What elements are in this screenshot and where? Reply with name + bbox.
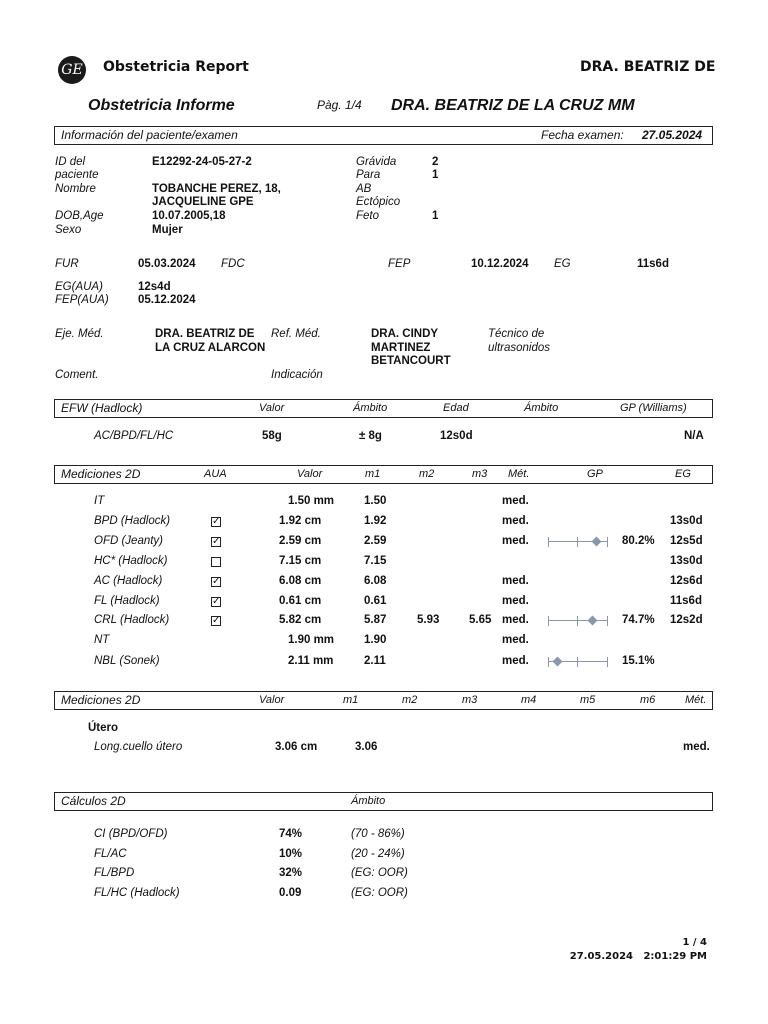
gp-percentile-marker [588,616,598,626]
patient-id: E12292-24-05-27-2 [152,156,252,168]
row-valor: 2.11 mm [288,655,334,667]
gravida-value: 2 [432,156,439,168]
calc-label: FL/BPD [94,867,135,879]
doctor-top: DRA. BEATRIZ DE [580,59,716,75]
row-valor: 6.08 cm [279,575,322,587]
calc-value: 0.09 [279,887,302,899]
row-m1: 5.87 [364,614,387,626]
report-title: Obstetricia Report [103,59,249,75]
row-valor: 1.50 mm [288,495,335,507]
aua-checkbox-checked[interactable]: ✓ [212,615,221,626]
row-met: med. [502,655,529,667]
med2d-b-title: Mediciones 2D [61,693,141,707]
row-eg: 13s0d [670,515,703,527]
id-label-2: paciente [55,169,99,181]
calc-range: (70 - 86%) [351,828,405,840]
ref-label: Ref. Méd. [271,328,321,340]
patient-name-2: JACQUELINE GPE [152,196,254,208]
row-m3: 5.65 [469,614,492,626]
med2d-b-col-m5: m5 [580,694,596,706]
cervix-valor: 3.06 cm [275,741,318,753]
calc-range: (EG: OOR) [351,887,408,899]
eg-aua-label: EG(AUA) [55,281,103,293]
med2d-b-col-valor: Valor [259,694,285,706]
row-eg: 13s0d [670,555,703,567]
gravida-label: Grávida [356,156,397,168]
fep-aua-label: FEP(AUA) [55,294,109,306]
row-label: NBL (Sonek) [94,655,160,667]
med2d-title: Mediciones 2D [61,467,141,481]
aua-checkbox-checked[interactable]: ✓ [212,536,221,547]
feto-label: Feto [356,210,380,222]
gp-percentile-marker [552,657,562,667]
row-label: AC (Hadlock) [94,575,163,587]
cervix-met: med. [683,741,710,753]
para-label: Para [356,169,381,181]
calc-label: CI (BPD/OFD) [94,828,168,840]
med2d-b-col-m4: m4 [521,694,537,706]
row-m1: 0.61 [364,595,387,607]
med2d-col-gp: GP [587,468,603,480]
calc-label: FL/HC (Hadlock) [94,887,180,899]
name-label: Nombre [55,183,96,195]
med2d-b-col-m1: m1 [343,694,359,706]
ref-value-2: MARTINEZ [371,342,431,354]
efw-col-edad: Edad [443,402,469,414]
efw-row-label: AC/BPD/FL/HC [94,430,174,442]
eg-aua-value: 12s4d [138,281,171,293]
eg-value: 11s6d [637,258,669,270]
row-m1: 1.90 [364,634,387,646]
patient-section-title: Información del paciente/examen [61,128,238,142]
sex-value: Mujer [152,224,183,236]
sex-label: Sexo [55,224,82,236]
footer-datetime: 27.05.2024 2:01:29 PM [569,951,707,962]
row-eg: 12s6d [670,575,703,587]
calc-value: 10% [279,848,303,860]
row-label: NT [94,634,110,646]
row-valor: 5.82 cm [279,614,322,626]
dob-label: DOB,Age [55,210,104,222]
calc-value: 32% [279,867,303,879]
row-label: IT [94,495,105,507]
med2d-col-m3: m3 [472,468,488,480]
row-valor: 1.92 cm [279,515,322,527]
aua-checkbox-checked[interactable]: ✓ [212,516,221,527]
row-m1: 1.50 [364,495,387,507]
efw-col-ambito2: Ámbito [524,402,559,414]
aua-checkbox-unchecked[interactable] [211,557,221,567]
row-eg: 12s2d [670,614,703,626]
eje-value-2: LA CRUZ ALARCON [155,342,266,354]
med2d-b-col-m6: m6 [640,694,656,706]
row-eg: 11s6d [670,595,702,607]
fur-label: FUR [55,258,79,270]
para-value: 1 [432,169,439,181]
row-label: HC* (Hadlock) [94,555,168,567]
med2d-b-header [54,691,713,710]
med2d-b-col-met: Mét. [685,694,707,706]
exam-date-label: Fecha examen: [541,128,624,142]
calc-col-ambito: Ámbito [351,795,386,807]
eg-label: EG [554,258,571,270]
cervix-m1: 3.06 [355,741,378,753]
efw-row-gp: N/A [684,430,704,442]
row-m2: 5.93 [417,614,440,626]
footer-page: 1 / 4 [682,937,707,948]
efw-row-valor: 58g [262,430,282,442]
med2d-header [54,465,713,484]
med2d-col-eg: EG [675,468,691,480]
gp-percentile-bar-ofd [548,537,608,547]
efw-title: EFW (Hadlock) [61,401,143,415]
row-eg: 12s5d [670,535,703,547]
row-met: med. [502,595,529,607]
informe-title: Obstetricia Informe [88,97,235,114]
feto-value: 1 [432,210,439,222]
row-met: med. [502,535,529,547]
indicacion-label: Indicación [271,369,323,381]
fep-aua-value: 05.12.2024 [138,294,196,306]
patient-name-1: TOBANCHE PEREZ, 18, [152,183,281,195]
med2d-col-valor: Valor [297,468,323,480]
efw-col-ambito: Ámbito [353,402,388,414]
med2d-b-col-m2: m2 [402,694,418,706]
calc-range: (20 - 24%) [351,848,405,860]
efw-row-edad: 12s0d [440,430,473,442]
row-gp: 15.1% [622,655,655,667]
tecnico-label-2: ultrasonidos [488,342,551,354]
dob-value: 10.07.2005,18 [152,210,226,222]
tecnico-label-1: Técnico de [488,328,545,340]
row-met: med. [502,614,529,626]
row-met: med. [502,515,529,527]
fur-value: 05.03.2024 [138,258,196,270]
row-gp: 74.7% [622,614,655,626]
row-label: BPD (Hadlock) [94,515,171,527]
row-m1: 6.08 [364,575,387,587]
ref-value-1: DRA. CINDY [371,328,439,340]
cervix-label: Long.cuello útero [94,741,183,753]
eje-value-1: DRA. BEATRIZ DE [155,328,255,340]
row-met: med. [502,495,529,507]
page-label: Pàg. 1/4 [317,98,362,112]
gp-percentile-marker [591,537,601,547]
ectopico-label: Ectópico [356,196,401,208]
row-label: CRL (Hadlock) [94,614,170,626]
med2d-col-aua: AUA [204,468,227,480]
row-label: OFD (Jeanty) [94,535,164,547]
row-label: FL (Hadlock) [94,595,160,607]
row-met: med. [502,634,529,646]
gp-percentile-bar-crl [548,616,608,626]
row-m1: 2.11 [364,655,386,667]
row-m1: 7.15 [364,555,387,567]
row-valor: 1.90 mm [288,634,335,646]
med2d-col-m2: m2 [419,468,435,480]
ab-label: AB [356,183,372,195]
row-m1: 2.59 [364,535,387,547]
row-valor: 7.15 cm [279,555,322,567]
fep-label: FEP [388,258,411,270]
id-label-1: ID del [55,156,86,168]
logo-text: GE [61,62,83,78]
utero-group: Útero [88,722,119,734]
med2d-col-met: Mét. [508,468,530,480]
aua-checkbox-checked[interactable]: ✓ [212,576,221,587]
ge-logo [58,56,86,84]
calc-label: FL/AC [94,848,127,860]
gp-percentile-bar-nbl [548,657,608,667]
doctor-full: DRA. BEATRIZ DE LA CRUZ MM [391,97,635,114]
fep-value: 10.12.2024 [471,258,529,270]
ref-value-3: BETANCOURT [371,355,451,367]
row-met: med. [502,575,529,587]
med2d-b-col-m3: m3 [462,694,478,706]
calc-range: (EG: OOR) [351,867,408,879]
efw-row-ambito: ± 8g [359,430,382,442]
row-valor: 2.59 cm [279,535,322,547]
aua-checkbox-checked[interactable]: ✓ [212,596,221,607]
fdc-label: FDC [221,258,245,270]
row-m1: 1.92 [364,515,387,527]
efw-col-gp: GP (Williams) [620,402,687,414]
eje-label: Eje. Méd. [55,328,104,340]
calc-value: 74% [279,828,303,840]
efw-col-valor: Valor [259,402,285,414]
coment-label: Coment. [55,369,99,381]
calc-title: Cálculos 2D [61,794,126,808]
med2d-col-m1: m1 [365,468,381,480]
row-valor: 0.61 cm [279,595,322,607]
row-gp: 80.2% [622,535,655,547]
exam-date: 27.05.2024 [642,128,703,142]
